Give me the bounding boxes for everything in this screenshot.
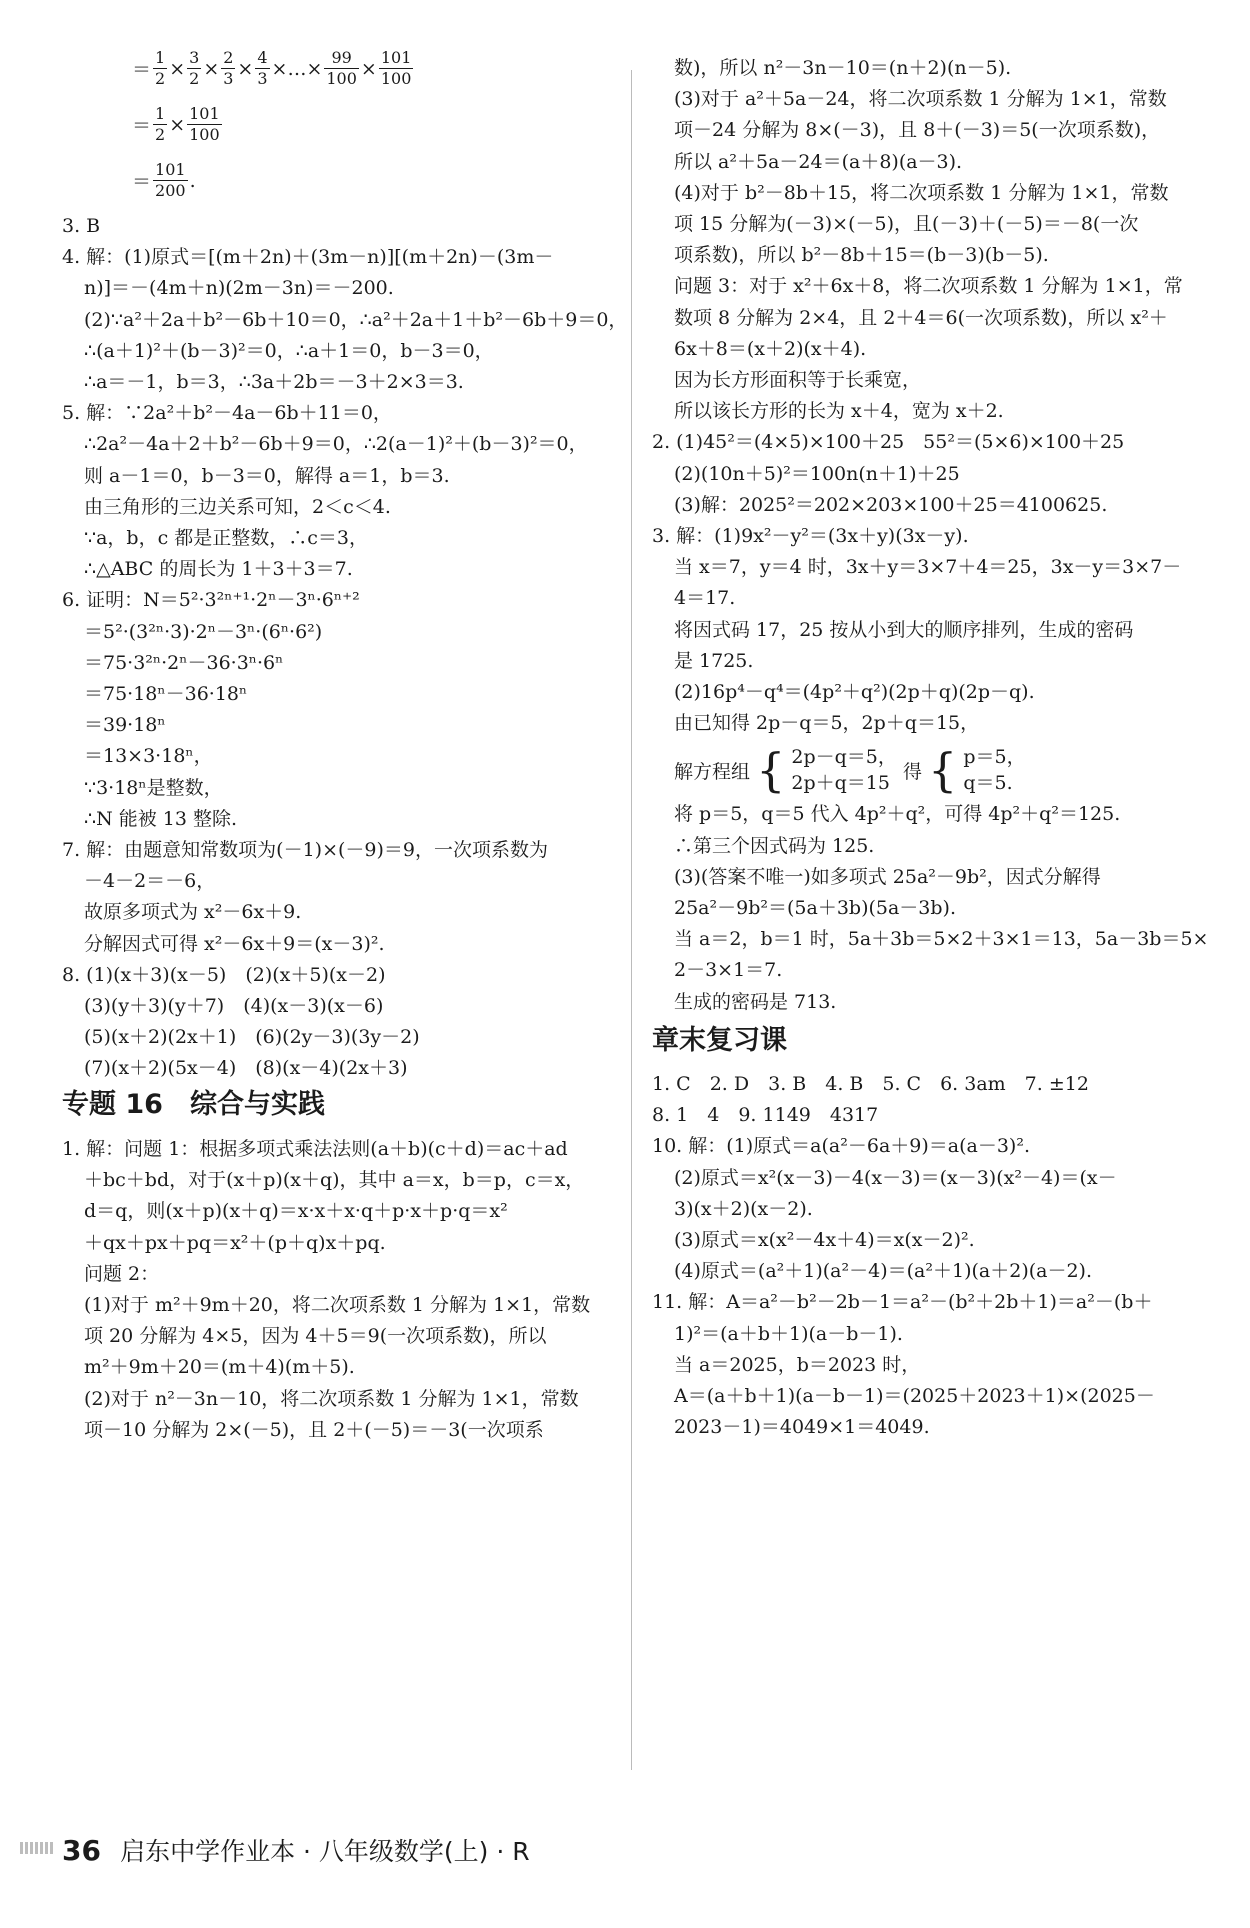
operator: × xyxy=(360,57,377,80)
answer-line: d＝q，则(x＋p)(x＋q)＝x·x＋x·q＋p·x＋p·q＝x² xyxy=(84,1200,508,1223)
answer-line: (2)16p⁴－q⁴＝(4p²＋q²)(2p＋q)(2p－q). xyxy=(674,681,1035,703)
column-divider xyxy=(631,70,632,1770)
answer-line: 由已知得 2p－q＝5，2p＋q＝15， xyxy=(674,712,980,735)
answer-line: 生成的密码是 713. xyxy=(674,990,837,1013)
fraction-row xyxy=(62,48,415,104)
answer-line: 所以该长方形的长为 x＋4，宽为 x＋2. xyxy=(674,400,1004,423)
answer-line: 4＝17. xyxy=(674,587,736,610)
answer-line: ∴N 能被 13 整除. xyxy=(84,807,238,830)
answer-line: (4)对于 b²－8b＋15，将二次项系数 1 分解为 1×1，常数 xyxy=(674,181,1169,204)
section-heading: 章末复习课 xyxy=(652,1025,787,1056)
period: . xyxy=(189,169,196,192)
left-brace: { xyxy=(928,743,958,798)
answer-line: 当 x＝7，y＝4 时，3x＋y＝3×7＋4＝25，3x－y＝3×7－ xyxy=(674,556,1182,579)
fraction: $\frac{4}{3}$ xyxy=(257,48,268,88)
answer-line: 6. 证明：N＝5²·3²ⁿ⁺¹·2ⁿ－3ⁿ·6ⁿ⁺² xyxy=(62,589,360,612)
equals-sign: ＝ xyxy=(132,59,152,81)
answer-line: 2－3×1＝7. xyxy=(674,959,783,982)
section-heading: 专题 16 综合与实践 xyxy=(62,1089,325,1120)
answer-line: ＝75·18ⁿ－36·18ⁿ xyxy=(84,683,248,705)
answer-line: ∴△ABC 的周长为 1＋3＋3＝7. xyxy=(84,558,353,581)
operator: × xyxy=(169,57,186,80)
page-footer xyxy=(62,1832,530,1868)
fraction: $\frac{2}{3}$ xyxy=(223,48,234,88)
answer-line: 由三角形的三边关系可知，2＜c＜4. xyxy=(84,495,391,518)
answer-line: (3)(答案不唯一)如多项式 25a²－9b²，因式分解得 xyxy=(674,865,1101,888)
fraction: $\frac{101}{100}$ xyxy=(189,104,220,144)
operator: × xyxy=(203,57,220,80)
answer-line: (2)对于 n²－3n－10，将二次项系数 1 分解为 1×1，常数 xyxy=(84,1387,579,1410)
answer-line: 将因式码 17，25 按从小到大的顺序排列，生成的密码 xyxy=(674,618,1134,641)
operator: × xyxy=(237,57,254,80)
answer-line: (2)∵a²＋2a＋b²－6b＋10＝0，∴a²＋2a＋1＋b²－6b＋9＝0， xyxy=(84,308,628,331)
answer-line: (4)原式＝(a²＋1)(a²－4)＝(a²＋1)(a＋2)(a－2). xyxy=(674,1260,1093,1283)
answer-line: －4－2＝－6， xyxy=(84,870,216,893)
answer-line: 25a²－9b²＝(5a＋3b)(5a－3b). xyxy=(674,897,957,919)
answer-line: n)]＝－(4m＋n)(2m－3n)＝－200. xyxy=(84,277,394,300)
answer-line: ＋qx＋px＋pq＝x²＋(p＋q)x＋pq. xyxy=(84,1231,386,1254)
system-lead: 解方程组 xyxy=(674,760,751,783)
answer-line: (5)(x＋2)(2x＋1) (6)(2y－3)(3y－2) xyxy=(84,1026,420,1049)
fraction: $\frac{101}{200}$ xyxy=(155,160,186,200)
answer-line: (3)(y＋3)(y＋7) (4)(x－3)(x－6) xyxy=(84,995,384,1017)
fraction: $\frac{1}{2}$ xyxy=(155,104,166,144)
answer-line: 故原多项式为 x²－6x＋9. xyxy=(84,901,302,924)
answer-line: 分解因式可得 x²－6x＋9＝(x－3)². xyxy=(84,932,385,955)
answer-line: (1)对于 m²＋9m＋20，将二次项系数 1 分解为 1×1，常数 xyxy=(84,1294,591,1316)
equation-system xyxy=(652,744,1026,800)
equation-1: 2p－q＝5， xyxy=(791,746,897,769)
answer-line: (3)对于 a²＋5a－24，将二次项系数 1 分解为 1×1，常数 xyxy=(674,88,1167,111)
left-brace: { xyxy=(756,743,786,798)
operator: ×…× xyxy=(271,57,323,80)
answer-line: 1. C 2. D 3. B 4. B 5. C 6. 3am 7. ±12 xyxy=(652,1073,1089,1095)
answer-line: 则 a－1＝0，b－3＝0，解得 a＝1，b＝3. xyxy=(84,464,450,487)
answer-line: ∵3·18ⁿ是整数， xyxy=(84,776,223,799)
answer-line: 11. 解：A＝a²－b²－2b－1＝a²－(b²＋2b＋1)＝a²－(b＋ xyxy=(652,1291,1153,1314)
answer-line: (2)(10n＋5)²＝100n(n＋1)＋25 xyxy=(674,462,960,485)
answer-line: 当 a＝2，b＝1 时，5a＋3b＝5×2＋3×1＝13，5a－3b＝5× xyxy=(674,928,1209,951)
answer-line: ∴第三个因式码为 125. xyxy=(674,834,875,857)
answer-line: 将 p＝5，q＝5 代入 4p²＋q²，可得 4p²＋q²＝125. xyxy=(674,803,1121,826)
answer-line: A＝(a＋b＋1)(a－b－1)＝(2025＋2023＋1)×(2025－ xyxy=(674,1385,1155,1407)
answer-line: 项 20 分解为 4×5，因为 4＋5＝9(一次项系数)，所以 xyxy=(84,1325,547,1348)
answer-line: (3)原式＝x(x²－4x＋4)＝x(x－2)². xyxy=(674,1229,975,1251)
fraction: $\frac{101}{100}$ xyxy=(380,48,412,88)
solution-1: p＝5， xyxy=(963,746,1026,769)
answer-line: 所以 a²＋5a－24＝(a＋8)(a－3). xyxy=(674,150,963,173)
system-solution xyxy=(963,744,1025,796)
answer-line: ∴2a²－4a＋2＋b²－6b＋9＝0，∴2(a－1)²＋(b－3)²＝0， xyxy=(84,433,588,456)
answer-line: (7)(x＋2)(5x－4) (8)(x－4)(2x＋3) xyxy=(84,1057,408,1080)
answer-line: 项系数)，所以 b²－8b＋15＝(b－3)(b－5). xyxy=(674,244,1049,267)
answer-line: 项－10 分解为 2×(－5)，且 2＋(－5)＝－3(一次项系 xyxy=(84,1418,544,1441)
answer-line: 当 a＝2025，b＝2023 时， xyxy=(674,1353,921,1376)
system-result-word: 得 xyxy=(902,760,922,783)
equation-2: 2p＋q＝15 xyxy=(791,772,890,795)
answer-line: 4. 解：(1)原式＝[(m＋2n)＋(3m－n)][(m＋2n)－(3m－ xyxy=(62,246,554,269)
answer-line: 数)，所以 n²－3n－10＝(n＋2)(n－5). xyxy=(674,57,1012,79)
answer-line: 1)²＝(a＋b＋1)(a－b－1). xyxy=(674,1322,903,1345)
answer-line: 10. 解：(1)原式＝a(a²－6a＋9)＝a(a－3)². xyxy=(652,1135,1030,1158)
answer-line: ＋bc＋bd，对于(x＋p)(x＋q)，其中 a＝x，b＝p，c＝x， xyxy=(84,1169,585,1192)
solution-2: q＝5. xyxy=(963,772,1013,795)
page-number: 36 xyxy=(62,1833,101,1867)
answer-line: (3)解：2025²＝202×203×100＋25＝4100625. xyxy=(674,493,1108,516)
book-title: 启东中学作业本 · 八年级数学(上) · R xyxy=(120,1837,530,1866)
answer-line: 2023－1)＝4049×1＝4049. xyxy=(674,1416,930,1439)
answer-line: 3. 解：(1)9x²－y²＝(3x＋y)(3x－y). xyxy=(652,525,969,547)
answer-line: 2. (1)45²＝(4×5)×100＋25 55²＝(5×6)×100＋25 xyxy=(652,431,1125,454)
fraction-row xyxy=(62,160,196,216)
answer-line: (2)原式＝x²(x－3)－4(x－3)＝(x－3)(x²－4)＝(x－ xyxy=(674,1166,1117,1189)
fraction: $\frac{99}{100}$ xyxy=(326,48,357,88)
answer-line: ＝5²·(3²ⁿ·3)·2ⁿ－3ⁿ·(6ⁿ·6²) xyxy=(84,620,323,643)
answer-line: 7. 解：由题意知常数项为(－1)×(－9)＝9，一次项系数为 xyxy=(62,839,549,861)
answer-line: ＝39·18ⁿ xyxy=(84,714,166,737)
answer-line: ＝13×3·18ⁿ， xyxy=(84,745,213,768)
answer-line: 项 15 分解为(－3)×(－5)，且(－3)＋(－5)＝－8(一次 xyxy=(674,213,1139,235)
answer-line: 问题 2： xyxy=(84,1262,160,1285)
answer-line: ∵a，b，c 都是正整数，∴c＝3， xyxy=(84,527,368,549)
answer-line: 因为长方形面积等于长乘宽， xyxy=(674,369,922,391)
answer-line: ＝75·3²ⁿ·2ⁿ－36·3ⁿ·6ⁿ xyxy=(84,651,284,674)
operator: × xyxy=(169,113,186,136)
fraction: $\frac{3}{2}$ xyxy=(189,48,200,88)
answer-line: m²＋9m＋20＝(m＋4)(m＋5). xyxy=(84,1356,355,1379)
page-marker-bar xyxy=(20,1842,54,1854)
answer-line: 项－24 分解为 8×(－3)，且 8＋(－3)＝5(一次项系数)， xyxy=(674,119,1161,142)
answer-line: 6x＋8＝(x＋2)(x＋4). xyxy=(674,337,867,360)
system-equations xyxy=(791,744,897,796)
answer-line: 1. 解：问题 1：根据多项式乘法法则(a＋b)(c＋d)＝ac＋ad xyxy=(62,1138,568,1160)
fraction: $\frac{1}{2}$ xyxy=(155,48,166,88)
answer-line: 3. B xyxy=(62,215,101,237)
answer-line: ∴a＝－1，b＝3，∴3a＋2b＝－3＋2×3＝3. xyxy=(84,371,464,393)
answer-line: 8. 1 4 9. 1149 4317 xyxy=(652,1104,879,1127)
equals-sign: ＝ xyxy=(132,115,152,137)
answer-line: 3)(x＋2)(x－2). xyxy=(674,1197,813,1220)
equals-sign: ＝ xyxy=(132,171,152,193)
answer-line: 数项 8 分解为 2×4，且 2＋4＝6(一次项系数)，所以 x²＋ xyxy=(674,306,1168,329)
fraction-row xyxy=(62,104,224,160)
answer-line: 5. 解：∵2a²＋b²－4a－6b＋11＝0， xyxy=(62,402,392,425)
answer-line: 是 1725. xyxy=(674,649,754,672)
answer-line: 问题 3：对于 x²＋6x＋8，将二次项系数 1 分解为 1×1，常 xyxy=(674,275,1183,298)
answer-line: ∴(a＋1)²＋(b－3)²＝0，∴a＋1＝0，b－3＝0， xyxy=(84,339,494,362)
answer-line: 8. (1)(x＋3)(x－5) (2)(x＋5)(x－2) xyxy=(62,963,386,986)
